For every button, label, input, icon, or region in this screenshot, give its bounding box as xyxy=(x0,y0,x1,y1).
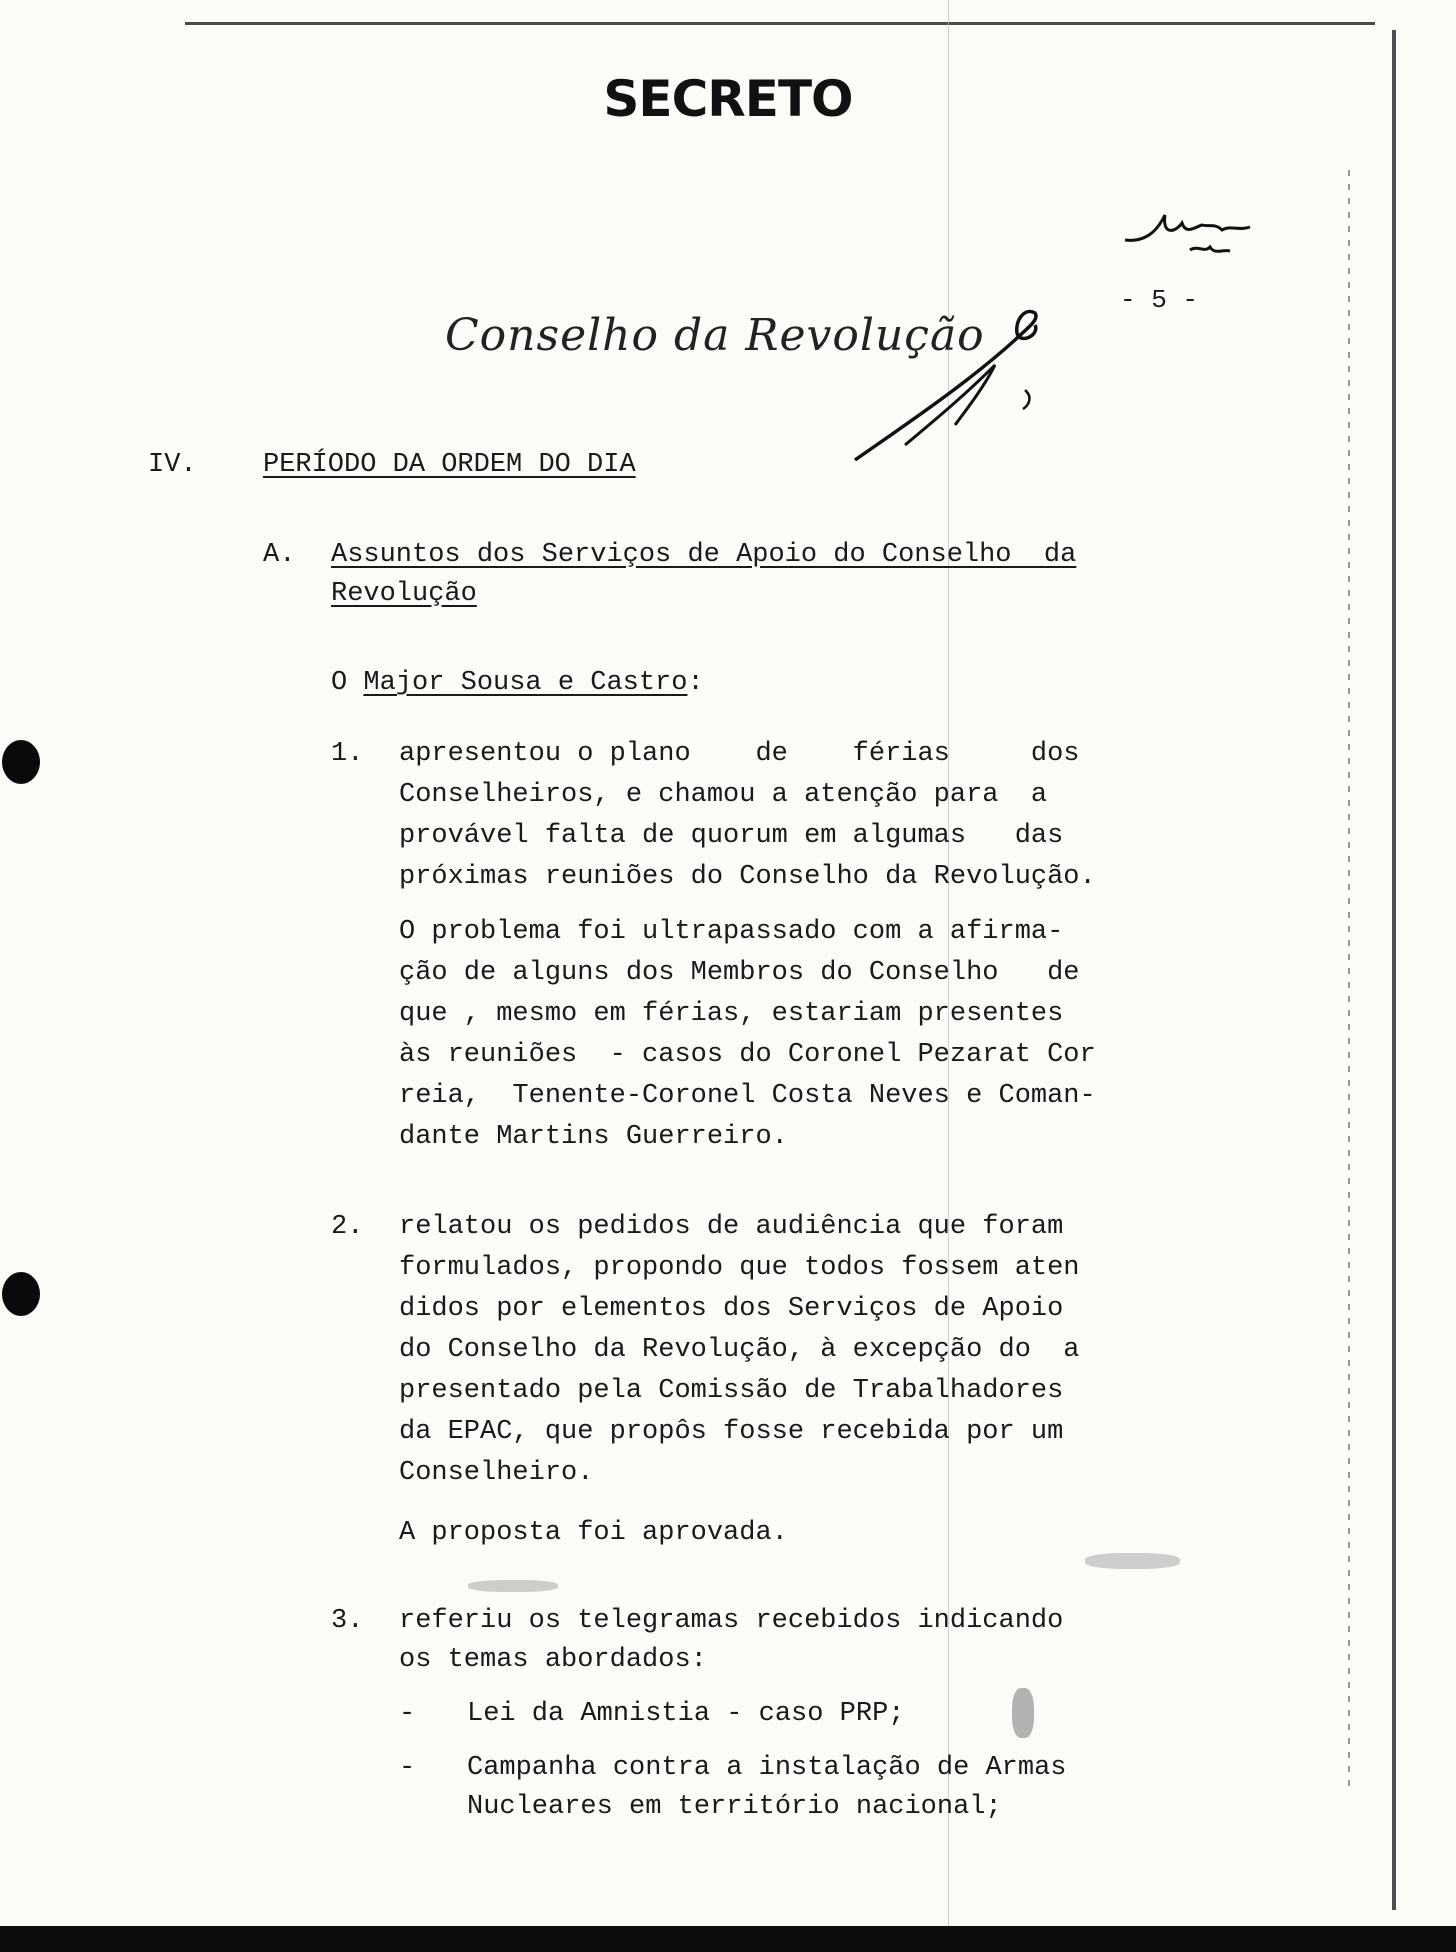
scan-right-edge xyxy=(1392,30,1396,1910)
item-line: relatou os pedidos de audiência que foram xyxy=(399,1212,1064,1242)
speaker-name: Major Sousa e Castro xyxy=(363,668,688,698)
speaker-prefix: O xyxy=(331,668,364,698)
classification-stamp: SECRETO xyxy=(603,70,853,128)
speaker-line xyxy=(331,663,704,704)
punch-hole-lower xyxy=(2,1272,40,1316)
ink-smudge xyxy=(1012,1688,1034,1738)
bullet-dash: - xyxy=(399,1699,416,1729)
item-line: formulados, propondo que todos fossem aten xyxy=(399,1253,1080,1283)
item-line: do Conselho da Revolução, à excepção do a xyxy=(399,1335,1080,1365)
item-number: 1. xyxy=(331,739,364,769)
handwritten-initials xyxy=(1120,205,1260,280)
ink-smudge xyxy=(1085,1553,1180,1569)
item-line: da EPAC, que propôs fosse recebida por um xyxy=(399,1417,1064,1447)
item-line: próximas reuniões do Conselho da Revolução. xyxy=(399,862,1096,892)
item-line: que , mesmo em férias, estariam presentes xyxy=(399,999,1064,1029)
letterhead: Conselho da Revolução xyxy=(445,310,985,361)
scan-bottom-edge xyxy=(0,1926,1456,1952)
page-number: - 5 - xyxy=(1120,285,1199,315)
item-line: presentado pela Comissão de Trabalhadores xyxy=(399,1376,1064,1406)
item-line: ção de alguns dos Membros do Conselho de xyxy=(399,958,1080,988)
subsection-title-line2: Revolução xyxy=(331,579,477,609)
item-line: dante Martins Guerreiro. xyxy=(399,1122,788,1152)
item-line: referiu os telegramas recebidos indicando xyxy=(399,1606,1064,1636)
item-line: os temas abordados: xyxy=(399,1645,707,1675)
item-line: reia, Tenente-Coronel Costa Neves e Coman- xyxy=(399,1081,1096,1111)
bullet-line: Nucleares em território nacional; xyxy=(467,1792,1002,1822)
item-number: 2. xyxy=(331,1212,364,1242)
ink-smudge xyxy=(468,1580,558,1592)
item-line: Conselheiro. xyxy=(399,1458,594,1488)
item-line: O problema foi ultrapassado com a afirma- xyxy=(399,917,1064,947)
section-title: PERÍODO DA ORDEM DO DIA xyxy=(263,450,636,480)
subsection-letter: A. xyxy=(263,540,296,570)
punch-hole-upper xyxy=(2,740,40,784)
scan-top-edge xyxy=(185,22,1375,25)
bullet-line: Campanha contra a instalação de Armas xyxy=(467,1753,1067,1783)
item-line: apresentou o plano de férias dos xyxy=(399,739,1080,769)
bullet-line: Lei da Amnistia - caso PRP; xyxy=(467,1699,905,1729)
item-line: didos por elementos dos Serviços de Apoio xyxy=(399,1294,1064,1324)
section-numeral: IV. xyxy=(148,450,197,480)
speaker-suffix: : xyxy=(687,668,704,698)
item-line: A proposta foi aprovada. xyxy=(399,1518,788,1548)
handwritten-signature xyxy=(845,305,1055,470)
scan-right-dotted-edge xyxy=(1348,170,1350,1790)
subsection-title-line1: Assuntos dos Serviços de Apoio do Conselho da xyxy=(331,540,1077,570)
item-line: provável falta de quorum em algumas das xyxy=(399,821,1064,851)
item-line: às reuniões - casos do Coronel Pezarat Cor xyxy=(399,1040,1096,1070)
item-line: Conselheiros, e chamou a atenção para a xyxy=(399,780,1048,810)
bullet-dash: - xyxy=(399,1753,416,1783)
item-number: 3. xyxy=(331,1606,364,1636)
